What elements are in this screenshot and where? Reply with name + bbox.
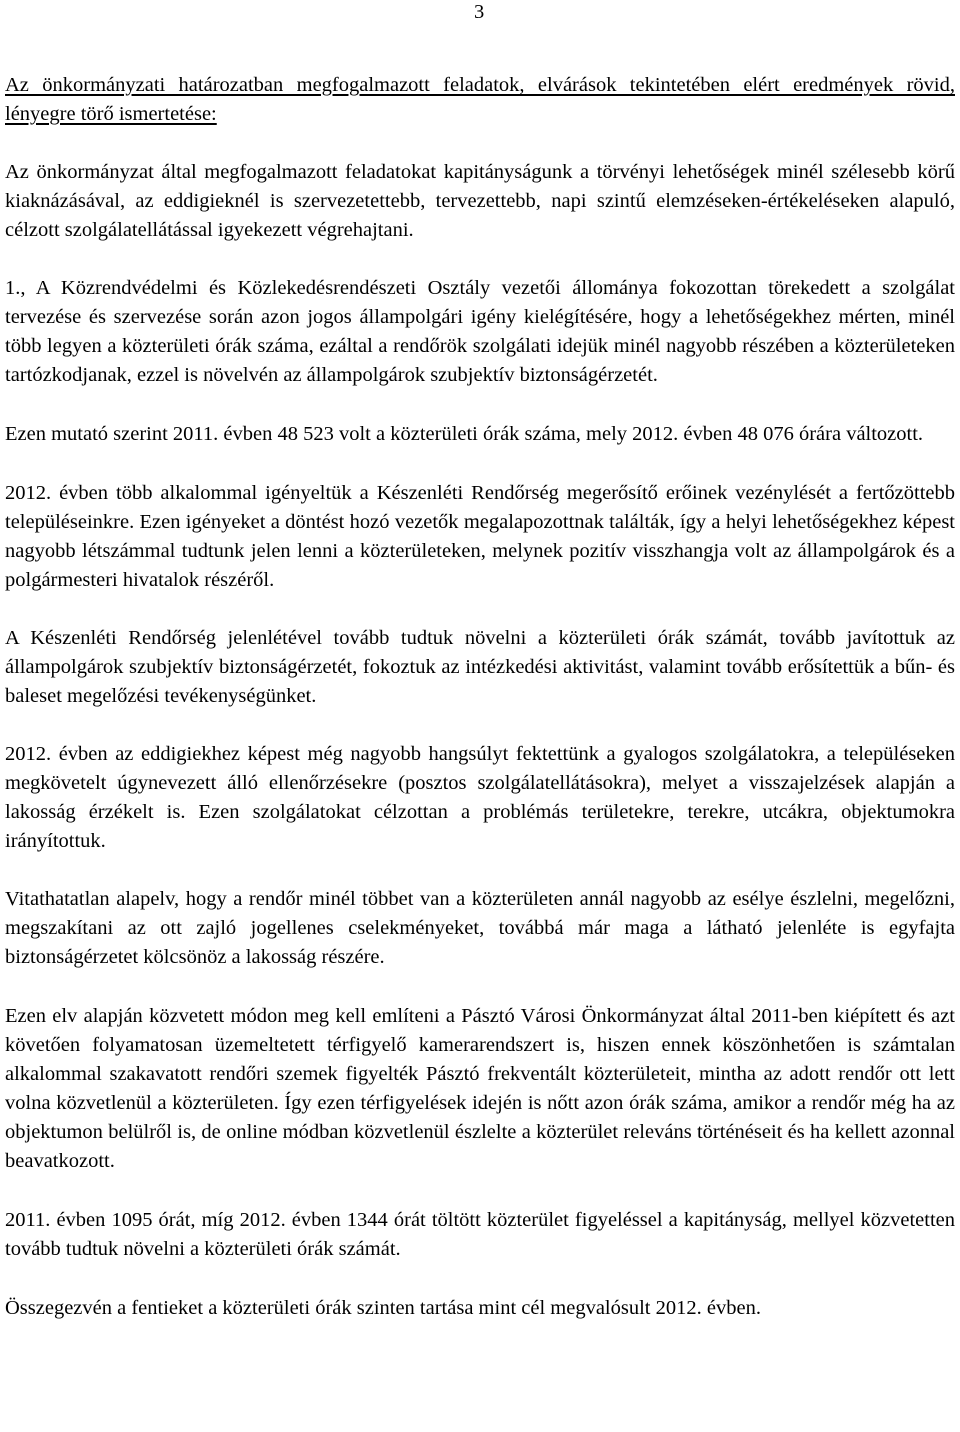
paragraph-foot-patrols: 2012. évben az eddigiekhez képest még nagyobb hangsúlyt fektettünk a gyalogos szolgálatokra, a településeken megkövetelt úgynevezett álló ellenőrzésekre (posztos szolgálatellátásokra), melyet a visszajelzések alapján a lakosság érzékelt is. Ezen szolgálatokat célzottan a problémás területekre, terekre, utcákra, objektumokra irányítottuk. <box>5 743 955 852</box>
section-heading: Az önkormányzati határozatban megfogalmazott feladatok, elvárások tekintetében elért eredmények rövid, lényegre törő ismertetése: <box>5 74 955 125</box>
paragraph-public-hours-indicator: Ezen mutató szerint 2011. évben 48 523 volt a közterületi órák száma, mely 2012. évben 48 076 órára változott. <box>5 423 924 445</box>
page-number: 3 <box>474 1 485 23</box>
paragraph-principle: Vitathatatlan alapelv, hogy a rendőr minél többet van a közterületen annál nagyobb az esélye észlelni, megelőzni, megszakítani az ott zajló jogellenes cselekményeket, továbbá már maga a látható jelenléte is egyfajta biztonságérzetet kölcsönöz a lakosság részére. <box>5 888 955 968</box>
paragraph-monitoring-hours: 2011. évben 1095 órát, míg 2012. évben 1344 órát töltött közterület figyeléssel a kapitányság, mellyel közvetetten tovább tudtuk növelni a közterületi órák számát. <box>5 1209 955 1260</box>
paragraph-public-order-unit: 1., A Közrendvédelmi és Közlekedésrendészeti Osztály vezetői állománya fokozottan törekedett a szolgálat tervezése és szervezése során azon jogos állampolgári igény kielégítésére, hogy a lehetőségekhez mérten, minél több legyen a közterületi órák száma, ezáltal a rendőrök szolgálati idejük minél nagyobb részében a közterületeken tartózkodjanak, ezzel is növelvén az állampolgárok szubjektív biztonságérzetét. <box>5 277 955 386</box>
paragraph-cctv-system: Ezen elv alapján közvetett módon meg kell említeni a Pásztó Városi Önkormányzat által 2011-ben kiépített és azt követően folyamatosan üzemeltetett térfigyelő kamerarendszert is, hiszen ennek köszönhetően is számtalan alkalommal szakavatott rendőri szemek figyelték Pásztó frekventált közterületeit, mintha az adott rendőr ott lett volna közvetlenül a közterületen. Így ezen térfigyelések idején is nőtt azon órák száma, amikor a rendőr még ha az objektumon belülről is, de online módban közvetlenül észlelte a közterület releváns történéseit és ha kellett azonnal beavatkozott. <box>5 1005 955 1172</box>
paragraph-riot-police-request: 2012. évben több alkalommal igényeltük a Készenléti Rendőrség megerősítő erőinek vezénylését a fertőzöttebb településeinkre. Ezen igényeket a döntést hozó vezetők megalapozottnak találták, így a helyi lehetőségekhez képest nagyobb létszámmal tudtunk jelen lenni a közterületeken, melynek pozitív visszhangja volt az állampolgárok és a polgármesteri hivatalok részéről. <box>5 482 955 591</box>
paragraph-intro: Az önkormányzat által megfogalmazott feladatokat kapitányságunk a törvényi lehetőségek minél szélesebb körű kiaknázásával, az eddigieknél is szervezetettebb, tervezettebb, napi szintű elemzéseken-értékeléseken alapuló, célzott szolgálatellátással igyekezett végrehajtani. <box>5 161 955 241</box>
paragraph-summary: Összegezvén a fentieket a közterületi órák szinten tartása mint cél megvalósult 2012. évben. <box>5 1297 761 1319</box>
paragraph-riot-police-results: A Készenléti Rendőrség jelenlétével tovább tudtuk növelni a közterületi órák számát, tovább javítottuk az állampolgárok szubjektív biztonságérzetét, fokoztuk az intézkedési aktivitást, valamint tovább erősítettük a bűn- és baleset megelőzési tevékenységünket. <box>5 627 955 707</box>
document-body <box>5 71 955 1323</box>
